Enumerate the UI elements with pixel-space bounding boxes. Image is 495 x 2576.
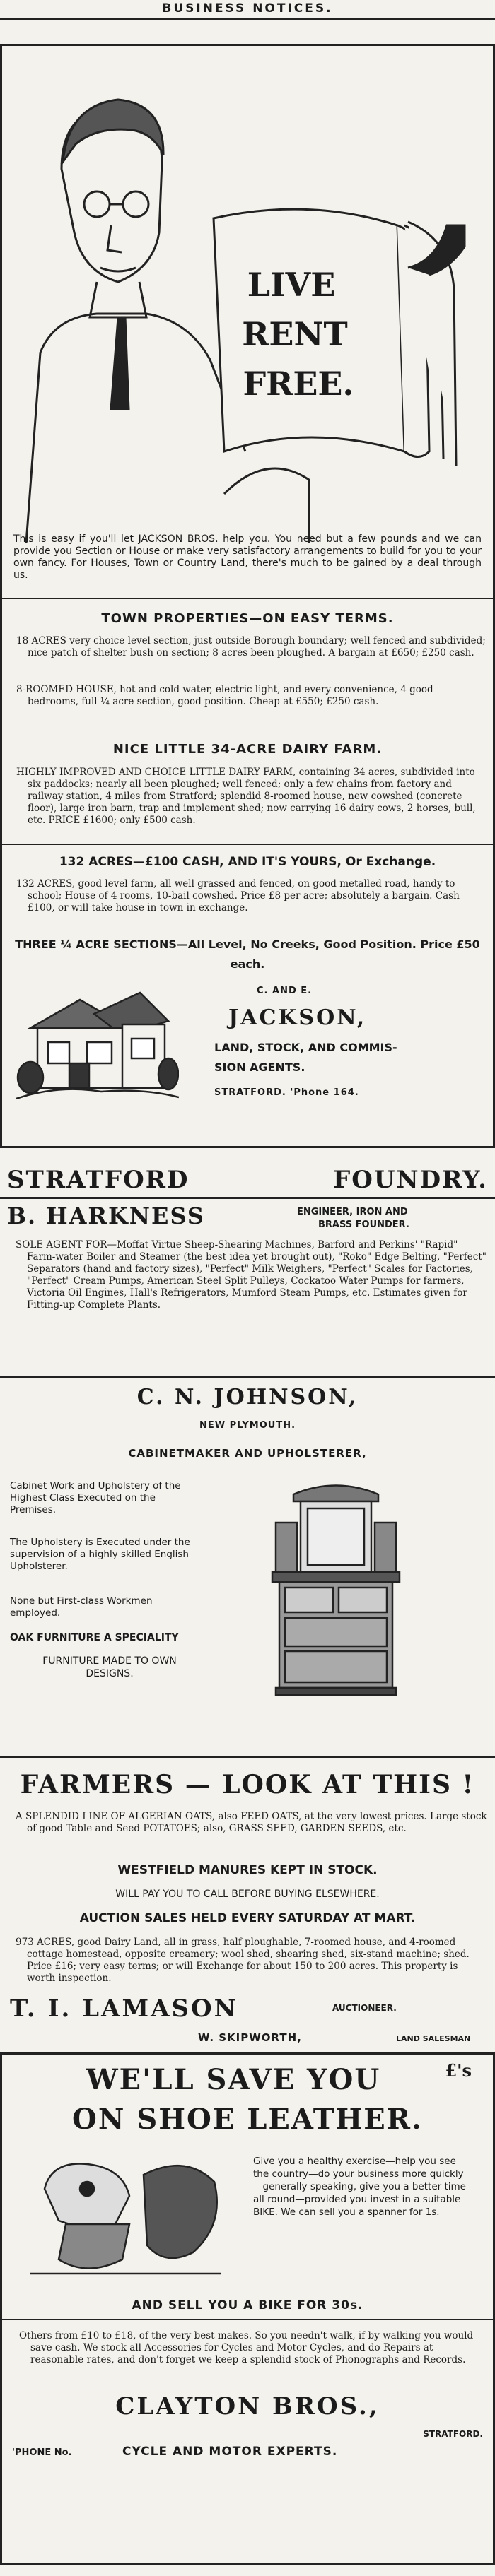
farmers-pay: WILL PAY YOU TO CALL BEFORE BUYING ELSEWHERE. bbox=[115, 1889, 380, 1900]
johnson-line-5: FURNITURE MADE TO OWN DESIGNS. bbox=[42, 1655, 177, 1679]
banner-word-2: RENT bbox=[242, 315, 348, 353]
exchange-text: 132 ACRES, good level farm, all well grassed and fenced, on good metalled road, handy to school; House of 4 rooms, 10-bail cowshed. Price £8 per acre; absolutely a bargain. Cash £100, or will take house in town in exchange. bbox=[16, 878, 460, 914]
jackson-advertisement bbox=[0, 44, 495, 1148]
foundry-trade-1: ENGINEER, IRON AND bbox=[297, 1207, 408, 1217]
clayton-bottom-text: Others from £10 to £18, of the very best makes. So you needn't walk, if by walking you would save cash. We stock all Accessories for Cycles and Motor Cycles, and do Repairs at reasonable rates, and don't forget we keep a splendid stock of Phonographs and Records. bbox=[19, 2330, 474, 2365]
clayton-town: STRATFORD. bbox=[423, 2429, 483, 2439]
johnson-line-3: None but First-class Workmen employed. bbox=[10, 1595, 153, 1619]
divider bbox=[0, 1756, 495, 1758]
salesman-name: W. SKIPWORTH, bbox=[198, 2031, 302, 2044]
clayton-tagline: CYCLE AND MOTOR EXPERTS. bbox=[122, 2445, 338, 2459]
divider bbox=[2, 598, 493, 599]
dresser-icon bbox=[265, 1480, 407, 1699]
header-rule bbox=[0, 18, 495, 20]
section-header: BUSINESS NOTICES. bbox=[162, 1, 333, 16]
clayton-phone: 'PHONE No. bbox=[12, 2447, 72, 2458]
johnson-line-1: Cabinet Work and Upholstery of the Highest Class Executed on the Premises. bbox=[10, 1480, 181, 1516]
pounds-mark: £'s bbox=[445, 2060, 472, 2081]
farmers-title: FARMERS — LOOK AT THIS ! bbox=[20, 1770, 475, 1800]
salesman-title: LAND SALESMAN bbox=[396, 2034, 471, 2043]
farmers-intro: A SPLENDID LINE OF ALGERIAN OATS, also FEED OATS, at the very lowest prices. Large stock of good Table and Seed POTATOES; also, GRASS SEED, GARDEN SEEDS, etc. bbox=[16, 1811, 487, 1834]
town-properties-heading: TOWN PROPERTIES—ON EASY TERMS. bbox=[101, 611, 394, 626]
foundry-title-right: FOUNDRY. bbox=[333, 1166, 488, 1194]
farmers-auction: AUCTION SALES HELD EVERY SATURDAY AT MART. bbox=[79, 1911, 416, 1925]
jackson-name: JACKSON, bbox=[228, 1005, 367, 1030]
man-with-scroll-illustration bbox=[12, 56, 479, 543]
johnson-line-2: The Upholstery is Executed under the supervision of a highly skilled English Upholsterer. bbox=[10, 1537, 190, 1572]
farmers-manures: WESTFIELD MANURES KEPT IN STOCK. bbox=[117, 1863, 378, 1877]
divider bbox=[0, 1376, 495, 1378]
town-item-1: 18 ACRES very choice level section, just outside Borough boundary; well fenced and subdivided; nice patch of shelter bush on section; 8 acres been ploughed. A bargain at £650; £250 cash. bbox=[16, 635, 486, 658]
shoe-icon bbox=[23, 2146, 228, 2281]
shoe-illustration bbox=[23, 2146, 228, 2281]
clayton-blurb: Give you a healthy exercise—help you see the country—do your business more quickly—generally speaking, give you a better time all round—provided you invest in a suitable BIKE. We can sell you a spanner for 1s. bbox=[253, 2156, 466, 2218]
clayton-headline-2: ON SHOE LEATHER. bbox=[72, 2103, 423, 2136]
foundry-text: SOLE AGENT FOR—Moffat Virtue Sheep-Shearing Machines, Barford and Perkins' "Rapid" Farm-water Boiler and Steamer (the best idea yet brought out), "Roko" Edge Belting, "Perfect" Separators (hand and factory sizes), "Perfect" Milk Weighers, "Perfect" Scales for Factories, "Perfect" Cream Pumps, American Steel Split Pulleys, Cockatoo Water Pumps for farmers, Victoria Oil Engines, Hall's Refrigerators, Mumford Steam Pumps, etc. Estimates given for Fitting-up Complete Plants. bbox=[16, 1239, 487, 1311]
jackson-illustration bbox=[12, 56, 479, 543]
clayton-sell-line: AND SELL YOU A BIKE FOR 30s. bbox=[132, 2298, 363, 2312]
banner-word-3: FREE. bbox=[243, 365, 354, 403]
jackson-role-1: LAND, STOCK, AND COMMIS- bbox=[214, 1041, 397, 1054]
johnson-advertisement bbox=[0, 1385, 495, 1725]
banner-word-1: LIVE bbox=[247, 266, 336, 304]
dairy-farm-text: HIGHLY IMPROVED AND CHOICE LITTLE DAIRY FARM, containing 34 acres, subdivided into six paddocks; nearly all been ploughed; well fenced; only a few chains from factory and railway station, 4 miles from Stratford; splendid 8-roomed house, new cowshed (concrete floor), large iron barn, trap and implement shed; now carrying 16 dairy cows, 2 horses, bull, etc. PRICE £1600; only £500 cash. bbox=[16, 767, 476, 826]
divider bbox=[0, 1197, 495, 1199]
johnson-trade: CABINETMAKER AND UPHOLSTERER, bbox=[128, 1447, 367, 1460]
dairy-farm-heading: NICE LITTLE 34-ACRE DAIRY FARM. bbox=[112, 742, 383, 757]
divider bbox=[2, 2319, 493, 2320]
jackson-intro: This is easy if you'll let JACKSON BROS. help you. You need but a few pounds and we can provide you Section or House or make very satisfactory arrangements to build for you to your own fancy. For Houses, Town or Country Land, there's much to be gained by a deal through us. bbox=[13, 533, 482, 581]
foundry-trade-2: BRASS FOUNDER. bbox=[318, 1219, 409, 1230]
dresser-illustration bbox=[265, 1480, 407, 1699]
house-illustration bbox=[16, 986, 179, 1106]
farmers-farm-text: 973 ACRES, good Dairy Land, all in grass, half ploughable, 7-roomed house, and 4-roomed cottage homestead, opposite creamery; wool shed, shearing shed, six-stand machine; shed. Price £16; very easy terms; or will Exchange for about 150 to 200 acres. This property is worth inspection. bbox=[16, 1937, 470, 1984]
clayton-advertisement bbox=[0, 2052, 495, 2565]
town-item-2: 8-ROOMED HOUSE, hot and cold water, electric light, and every convenience, 4 good bedrooms, full ¼ acre section, good position. Cheap at £550; £250 cash. bbox=[16, 684, 433, 707]
three-acre-sections: THREE ¼ ACRE SECTIONS—All Level, No Creeks, Good Position. Price £50 each. bbox=[15, 938, 480, 971]
johnson-line-4: OAK FURNITURE A SPECIALITY bbox=[10, 1632, 179, 1643]
johnson-town: NEW PLYMOUTH. bbox=[199, 1420, 296, 1431]
auctioneer-name: T. I. LAMASON bbox=[10, 1995, 238, 2023]
auctioneer-title: AUCTIONEER. bbox=[332, 2003, 397, 2013]
foundry-advertisement bbox=[0, 1166, 495, 1366]
jackson-role-2: SION AGENTS. bbox=[214, 1060, 305, 1074]
house-icon bbox=[16, 986, 179, 1106]
clayton-headline-1: WE'LL SAVE YOU bbox=[86, 2063, 381, 2096]
divider bbox=[2, 844, 493, 845]
foundry-proprietor: B. HARKNESS bbox=[7, 1203, 205, 1229]
jackson-initials: C. AND E. bbox=[257, 986, 313, 996]
jackson-address: STRATFORD. 'Phone 164. bbox=[214, 1087, 359, 1098]
clayton-name: CLAYTON BROS., bbox=[115, 2392, 380, 2421]
exchange-heading: 132 ACRES—£100 CASH, AND IT'S YOURS, Or Exchange. bbox=[59, 855, 436, 869]
johnson-name: C. N. JOHNSON, bbox=[136, 1385, 359, 1410]
foundry-title-left: STRATFORD bbox=[7, 1166, 190, 1194]
